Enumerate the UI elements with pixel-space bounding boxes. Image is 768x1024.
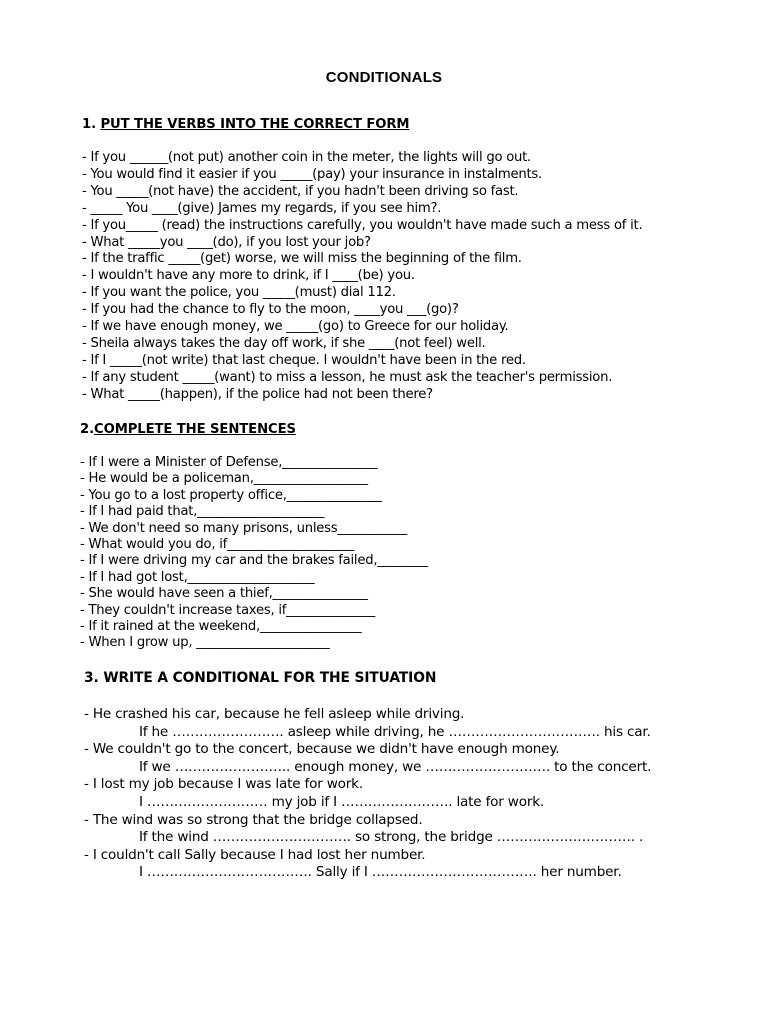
section-2-sentence-item: - You go to a lost property office,_______________ — [80, 487, 382, 503]
section-2-sentence-item: - What would you do, if____________________ — [80, 537, 354, 553]
page-title: CONDITIONALS — [325, 69, 443, 86]
section-1-sentence-item: - If you_____ (read) the instructions carefully, you wouldn't have made such a mess of it. — [82, 217, 643, 233]
section-2-sentence-item: - If I had paid that,____________________ — [80, 504, 325, 520]
section-2-sentence-item: - He would be a policeman,__________________ — [80, 471, 368, 487]
section-3-sentence-item: - I couldn't call Sally because I had lost her number. — [84, 846, 426, 863]
section-3-sentence-item: - The wind was so strong that the bridge collapsed. — [84, 811, 423, 828]
section-1-title: PUT THE VERBS INTO THE CORRECT FORM — [100, 117, 410, 132]
section-2-sentence-item: - They couldn't increase taxes, if______________ — [80, 602, 375, 618]
section-2-sentence-item: - If I had got lost,____________________ — [80, 569, 315, 585]
section-2-sentence-item: - We don't need so many prisons, unless___________ — [80, 520, 408, 536]
section-3-sentence-item: If the wind …………………………. so strong, the bridge …………………………. . — [139, 829, 644, 846]
section-1-sentence-item: - If you want the police, you _____(must) dial 112. — [82, 285, 396, 301]
section-2-heading — [80, 422, 296, 437]
section-1-number: 1. — [82, 117, 101, 132]
section-1-sentence-item: - _____ You ____(give) James my regards, if you see him?. — [82, 200, 442, 216]
section-1-heading — [82, 117, 409, 132]
section-3-sentence-item: - I lost my job because I was late for work. — [84, 776, 363, 793]
section-1-sentence-item: - If you had the chance to fly to the moon, ____you ___(go)? — [82, 302, 459, 318]
section-1-sentence-item: - If any student _____(want) to miss a lesson, he must ask the teacher's permission. — [82, 369, 613, 385]
section-1-sentence-item: - What _____you ____(do), if you lost your job? — [82, 234, 371, 250]
section-2-sentence-item: - When I grow up, _____________________ — [80, 635, 330, 651]
section-1-sentence-item: - If we have enough money, we _____(go) to Greece for our holiday. — [82, 319, 509, 335]
section-2-sentence-item: - If I were driving my car and the brakes failed,________ — [80, 553, 429, 569]
section-2-sentence-item: - She would have seen a thief,_______________ — [80, 586, 368, 602]
section-3-exercise-list — [84, 706, 651, 882]
section-1-sentence-item: - If you ______(not put) another coin in the meter, the lights will go out. — [82, 150, 531, 165]
section-1-sentence-item: - I wouldn't have any more to drink, if I ____(be) you. — [82, 268, 415, 284]
section-3-sentence-item: - We couldn't go to the concert, because we didn't have enough money. — [84, 741, 560, 758]
section-3-sentence-item: I ……………………… my job if I ……………………. late for work. — [139, 793, 545, 810]
section-1-sentence-item: - You _____(not have) the accident, if you hadn't been driving so fast. — [82, 183, 519, 199]
section-2-sentence-item: - If I were a Minister of Defense,_______________ — [80, 455, 378, 470]
section-2-title: COMPLETE THE SENTENCES — [94, 422, 296, 437]
section-1-sentence-item: - If the traffic _____(get) worse, we will miss the beginning of the film. — [82, 251, 522, 267]
section-2-number: 2. — [80, 422, 94, 437]
section-1-sentence-item: - Sheila always takes the day off work, if she ____(not feel) well. — [82, 335, 486, 351]
section-1-sentence-item: - What _____(happen), if the police had not been there? — [82, 386, 433, 402]
section-3-sentence-item: - He crashed his car, because he fell asleep while driving. — [84, 706, 465, 722]
section-1-sentence-item: - If I _____(not write) that last cheque. I wouldn't have been in the red. — [82, 352, 526, 368]
section-2-exercise-list — [80, 455, 428, 652]
section-1-exercise-list — [82, 150, 642, 404]
section-3-heading: 3. WRITE A CONDITIONAL FOR THE SITUATION — [84, 670, 437, 686]
section-2-sentence-item: - If it rained at the weekend,________________ — [80, 619, 362, 635]
section-3-sentence-item: If we …………………….. enough money, we ………………………. to the concert. — [139, 758, 652, 775]
section-3-sentence-item: I ………………………………. Sally if I ………………………………. her number. — [139, 864, 622, 881]
section-3-sentence-item: If he ……………………. asleep while driving, he ……………………………. his car. — [139, 723, 651, 740]
section-1-sentence-item: - You would find it easier if you _____(pay) your insurance in instalments. — [82, 166, 542, 182]
